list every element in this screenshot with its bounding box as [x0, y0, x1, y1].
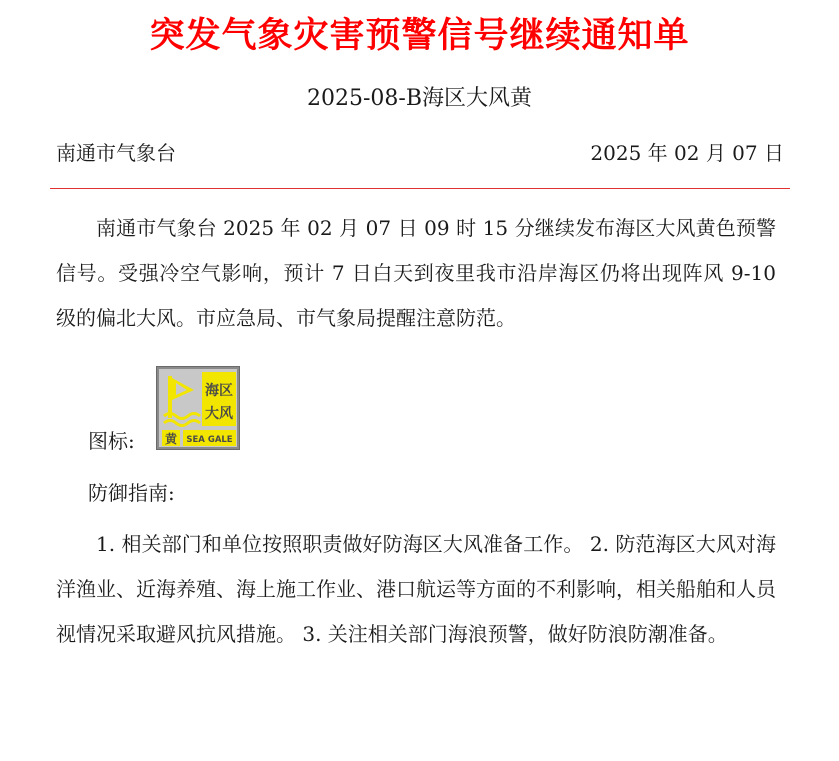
notice-paragraph: 南通市气象台 2025 年 02 月 07 日 09 时 15 分继续发布海区大风黄色预警信号。受强冷空气影响，预计 7 日白天到夜里我市沿岸海区仍将出现阵风 9-10 级的偏北大风。市应急局、市气象局提醒注意防范。 [56, 216, 776, 330]
notice-title: 突发气象灾害预警信号继续通知单 [149, 16, 690, 56]
icon-text-badge: 黄 [164, 432, 178, 446]
icon-text-en: SEA GALE [186, 435, 233, 445]
sea-gale-yellow-warning-icon [156, 366, 240, 450]
icon-text-mid: 大风 [205, 406, 233, 422]
issue-date: 2025 年 02 月 07 日 [590, 141, 784, 165]
icon-label: 图标: [88, 429, 135, 453]
issuer-name: 南通市气象台 [56, 141, 176, 165]
issuer-row [56, 138, 784, 168]
icon-text-top: 海区 [205, 383, 233, 399]
notice-subtitle: 2025-08-B海区大风黄 [306, 86, 533, 111]
defense-guide-text: 1. 相关部门和单位按照职责做好防海区大风准备工作。 2. 防范海区大风对海洋渔业、近海养殖、海上施工作业、港口航运等方面的不利影响，相关船舶和人员视情况采取避风抗风措施。 3. 关注相关部门海浪预警，做好防浪防潮准备。 [56, 532, 776, 646]
red-divider [50, 188, 790, 189]
defense-guide-label: 防御指南: [88, 481, 175, 505]
